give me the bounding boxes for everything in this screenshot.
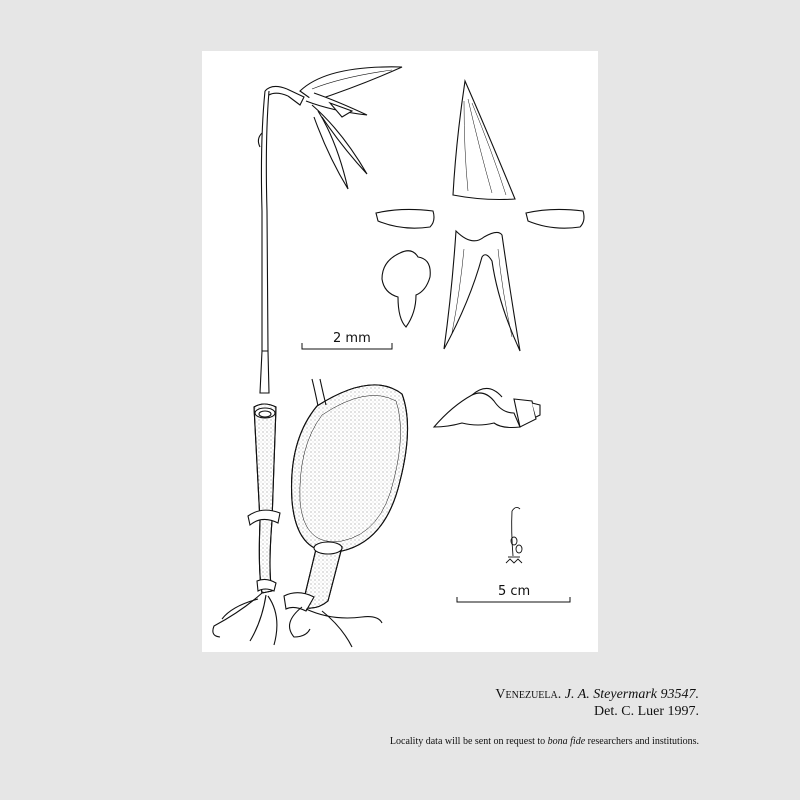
collection-line xyxy=(495,686,699,703)
country-label: Venezuela. xyxy=(495,687,562,702)
column-lip-side-view-drawing xyxy=(434,388,540,427)
habit-scale-label: 5 cm xyxy=(498,584,531,599)
orchid-illustration xyxy=(202,51,598,652)
lip-drawing xyxy=(382,251,430,327)
locality-footnote xyxy=(390,736,699,747)
collector-label: J. A. Steyermark 93547. xyxy=(564,687,699,702)
plant-habit-drawing xyxy=(213,67,408,647)
synsepal-drawing xyxy=(444,231,520,351)
determination-line: Det. C. Luer 1997. xyxy=(594,704,699,719)
dorsal-sepal-drawing xyxy=(453,81,515,200)
footnote-text-end: researchers and institutions. xyxy=(585,736,699,747)
botanical-plate xyxy=(202,51,598,652)
footnote-text-start: Locality data will be sent on request to xyxy=(389,736,548,747)
specimen-caption xyxy=(495,686,699,720)
miniature-habit-figure xyxy=(506,507,522,563)
petals-drawing xyxy=(376,209,584,228)
footnote-emphasis: bona fide xyxy=(547,736,586,747)
flower-scale-label: 2 mm xyxy=(333,331,371,346)
